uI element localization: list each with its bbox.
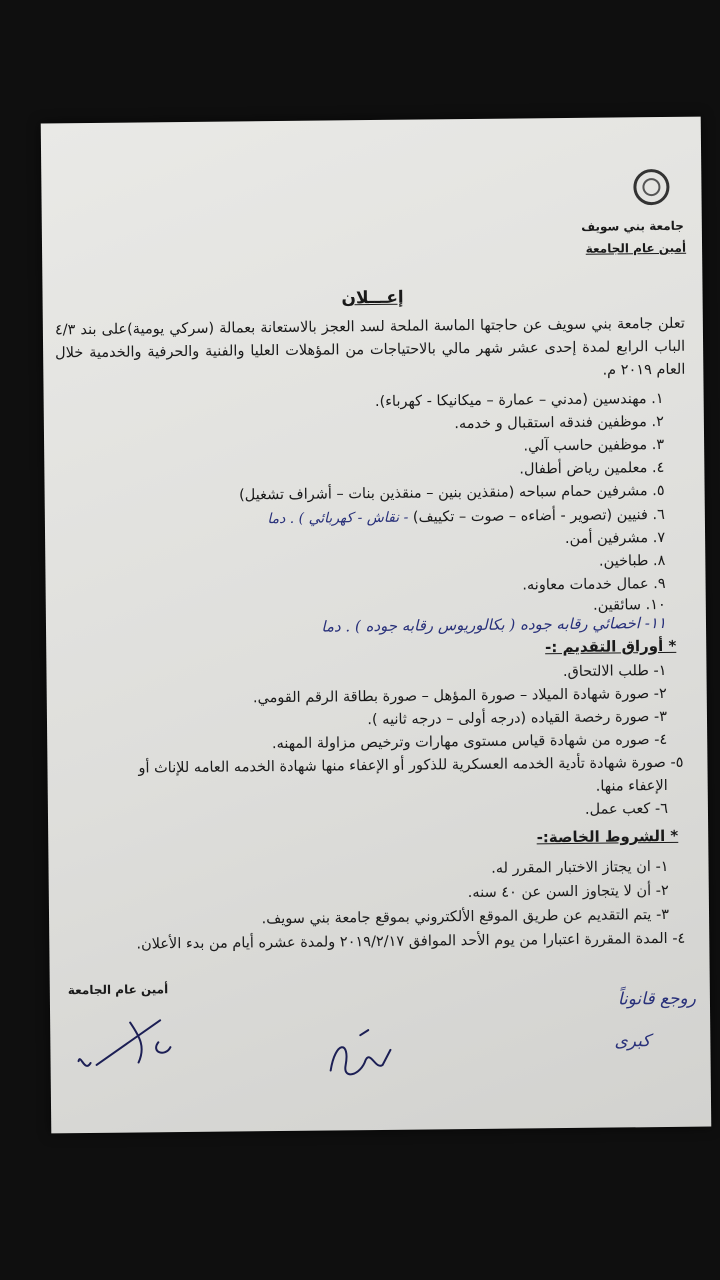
- document-item: ١- طلب الالتحاق.: [562, 662, 667, 681]
- handwritten-addition: - نقاش - كهربائي ) . دما: [267, 509, 409, 528]
- announcement-title: إعـــلان: [341, 287, 404, 309]
- condition-item: ٢- أن لا يتجاوز السن عن ٤٠ سنه.: [467, 882, 669, 902]
- job-item: ٥. مشرفين حمام سباحه (منقذين بنين – منقذين بنات – أشراف تشغيل): [238, 482, 665, 504]
- document-item: ٦- كعب عمل.: [584, 800, 669, 818]
- job-item-printed: ٦. فنيين (تصوير - أضاءه – صوت – تكييف): [412, 506, 665, 526]
- conditions-heading: * الشروط الخاصة:-: [536, 826, 679, 847]
- job-item: ٧. مشرفين أمن.: [564, 529, 666, 548]
- condition-item: ٤- المدة المقررة اعتبارا من يوم الأحد الموافق ٢٠١٩/٢/١٧ ولمدة عشره أيام من بدء الأعلان.: [136, 930, 686, 953]
- university-seal-icon: [633, 169, 669, 205]
- job-item: [65, 505, 665, 531]
- signatory-title: أمين عام الجامعة: [67, 982, 169, 998]
- document-item: ٥- صورة شهادة تأدية الخدمه العسكرية للذكور أو الإعفاء منها شهادة الخدمه العامه للإناث أو: [138, 754, 684, 777]
- job-item: ١. مهندسين (مدني – عمارة – ميكانيكا - كهرباء).: [374, 390, 664, 410]
- document-item: ٤- صوره من شهادة قياس مستوى مهارات وترخيص مزاولة المهنه.: [271, 731, 668, 753]
- job-item: ٩. عمال خدمات معاونه.: [522, 575, 666, 594]
- job-item: ٤. معلمين رياض أطفال.: [519, 459, 665, 478]
- job-item: ٣. موظفين حاسب آلي.: [523, 436, 665, 455]
- university-name: جامعة بني سويف: [581, 218, 684, 234]
- document-item: ٢- صورة شهادة الميلاد – صورة المؤهل – صورة بطاقة الرقم القومي.: [252, 685, 667, 707]
- condition-item: ١- ان يجتاز الاختبار المقرر له.: [491, 858, 669, 877]
- job-item: ٢. موظفين فندقه استقبال و خدمه.: [454, 413, 664, 433]
- job-item: ٨. طباخين.: [598, 552, 666, 570]
- document-item: ٣- صورة رخصة القياده (درجه أولى – درجه ثانيه ).: [367, 708, 668, 729]
- condition-item: ٣- يتم التقديم عن طريق الموقع الألكتروني بموقع جامعة بني سويف.: [261, 906, 670, 928]
- signature-middle: [320, 1020, 401, 1091]
- documents-heading: * أوراق التقديم :-: [545, 636, 677, 657]
- handwritten-job-11: ١١- اخصائي رقابه جوده ( بكالوريوس رقابه جوده ) . دما: [321, 613, 667, 636]
- job-item: ١٠. سائقين.: [592, 596, 666, 614]
- document-item-continued: الإعفاء منها.: [595, 777, 668, 795]
- handwritten-note-reviewed: روجع قانوناً: [617, 988, 697, 1010]
- announcement-paper: [41, 117, 712, 1134]
- signature-secretary: [70, 1002, 181, 1083]
- announcement-intro: تعلن جامعة بني سويف عن حاجتها الماسة الملحة لسد العجز بالاستعانة بعمالة (سركي يومية)على بند ٤/٣ الباب الرابع لمدة إحدى عشر شهر مالي بالاحتياجات من المؤهلات العليا والفنية والحرفية والخدمية خلال العام ٢٠١٩ م.: [54, 315, 686, 379]
- handwritten-note-name: كبرى: [614, 1031, 651, 1052]
- office-name: أمين عام الجامعة: [585, 240, 687, 256]
